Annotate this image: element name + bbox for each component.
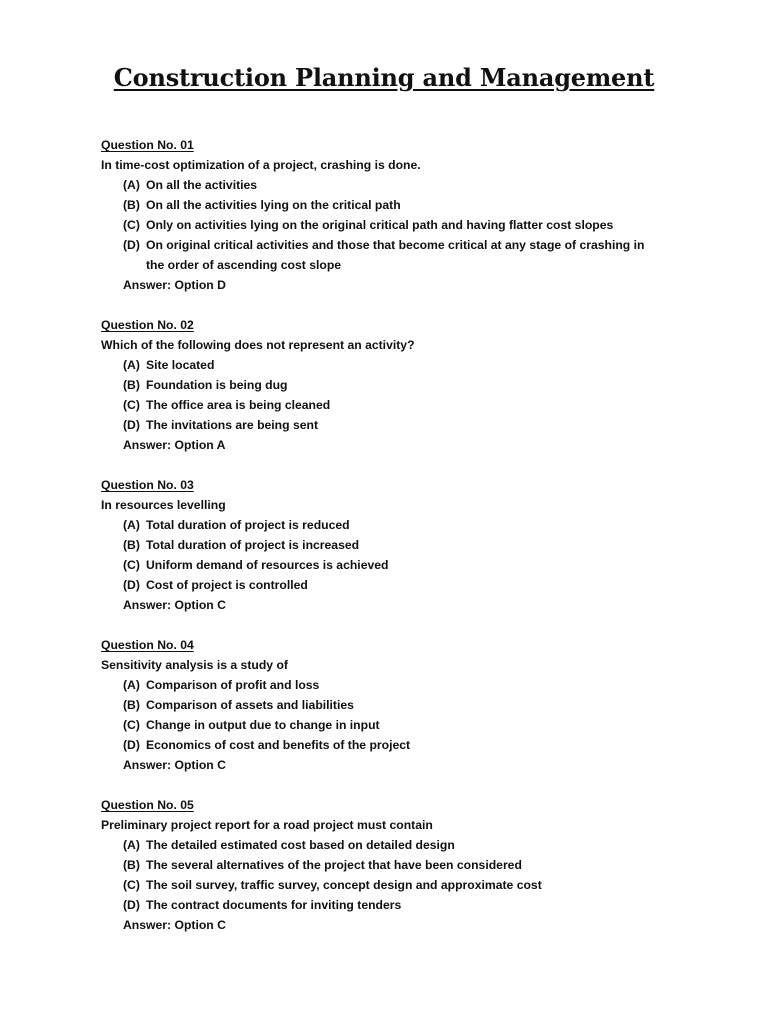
question-text: In time-cost optimization of a project, crashing is done.	[101, 158, 421, 172]
answer-text: Answer: Option A	[123, 438, 226, 452]
option-item	[123, 715, 701, 735]
question-block	[101, 475, 701, 615]
option-text: The soil survey, traffic survey, concept design and approximate cost	[146, 878, 542, 892]
option-text: Only on activities lying on the original critical path and having flatter cost slopes	[146, 218, 614, 232]
option-item	[123, 515, 701, 535]
option-list	[101, 835, 701, 915]
option-text: The office area is being cleaned	[146, 398, 331, 412]
option-list	[101, 355, 701, 435]
option-letter: (C)	[123, 398, 140, 412]
option-letter: (A)	[123, 358, 140, 372]
option-item	[123, 695, 701, 715]
option-item	[123, 395, 701, 415]
option-text: Comparison of assets and liabilities	[146, 698, 354, 712]
option-letter: (C)	[123, 218, 140, 232]
option-text: Change in output due to change in input	[146, 718, 380, 732]
answer-text: Answer: Option C	[123, 758, 226, 772]
question-text: Which of the following does not represent an activity?	[101, 338, 415, 352]
option-text: Cost of project is controlled	[146, 578, 308, 592]
option-text: Comparison of profit and loss	[146, 678, 320, 692]
option-text: Total duration of project is reduced	[146, 518, 350, 532]
question-heading: Question No. 01	[101, 138, 194, 152]
question-text: Sensitivity analysis is a study of	[101, 658, 288, 672]
option-item	[123, 855, 701, 875]
option-item	[123, 675, 701, 695]
option-letter: (B)	[123, 378, 140, 392]
option-letter: (A)	[123, 178, 140, 192]
option-letter: (A)	[123, 678, 140, 692]
option-text: The several alternatives of the project that have been considered	[146, 858, 522, 872]
option-item	[123, 555, 701, 575]
question-text: In resources levelling	[101, 498, 226, 512]
option-list	[101, 675, 701, 755]
option-item	[123, 195, 701, 215]
answer-text: Answer: Option C	[123, 918, 226, 932]
option-letter: (C)	[123, 558, 140, 572]
option-item	[123, 175, 701, 195]
question-block	[101, 635, 701, 775]
option-letter: (B)	[123, 858, 140, 872]
option-item	[123, 235, 701, 275]
option-item	[123, 895, 701, 915]
option-list	[101, 515, 701, 595]
option-item	[123, 835, 701, 855]
option-list	[101, 175, 701, 275]
option-item	[123, 575, 701, 595]
option-letter: (C)	[123, 718, 140, 732]
question-block	[101, 135, 701, 295]
option-letter: (B)	[123, 198, 140, 212]
option-text: The contract documents for inviting tenders	[146, 898, 402, 912]
option-text: The detailed estimated cost based on detailed design	[146, 838, 455, 852]
option-letter: (D)	[123, 418, 140, 432]
question-heading: Question No. 03	[101, 478, 194, 492]
document-title: Construction Planning and Management	[113, 63, 655, 92]
question-block	[101, 315, 701, 455]
question-heading: Question No. 04	[101, 638, 194, 652]
option-text: On original critical activities and those that become critical at any stage of crashing in the order of ascending cost slope	[146, 238, 645, 272]
option-text: Site located	[146, 358, 215, 372]
option-item	[123, 375, 701, 395]
option-text: Uniform demand of resources is achieved	[146, 558, 389, 572]
option-letter: (A)	[123, 518, 140, 532]
option-text: Foundation is being dug	[146, 378, 288, 392]
option-text: On all the activities	[146, 178, 258, 192]
option-letter: (B)	[123, 538, 140, 552]
option-letter: (D)	[123, 238, 140, 252]
option-item	[123, 355, 701, 375]
question-block	[101, 795, 701, 935]
option-letter: (A)	[123, 838, 140, 852]
option-letter: (D)	[123, 738, 140, 752]
option-item	[123, 415, 701, 435]
question-heading: Question No. 02	[101, 318, 194, 332]
question-text: Preliminary project report for a road project must contain	[101, 818, 433, 832]
question-heading: Question No. 05	[101, 798, 194, 812]
answer-text: Answer: Option C	[123, 598, 226, 612]
option-item	[123, 535, 701, 555]
option-text: On all the activities lying on the critical path	[146, 198, 401, 212]
option-text: The invitations are being sent	[146, 418, 319, 432]
answer-text: Answer: Option D	[123, 278, 226, 292]
option-letter: (C)	[123, 878, 140, 892]
option-text: Total duration of project is increased	[146, 538, 360, 552]
option-text: Economics of cost and benefits of the project	[146, 738, 411, 752]
option-letter: (D)	[123, 898, 140, 912]
option-letter: (B)	[123, 698, 140, 712]
option-item	[123, 215, 701, 235]
option-letter: (D)	[123, 578, 140, 592]
option-item	[123, 875, 701, 895]
option-item	[123, 735, 701, 755]
question-list	[101, 135, 701, 955]
